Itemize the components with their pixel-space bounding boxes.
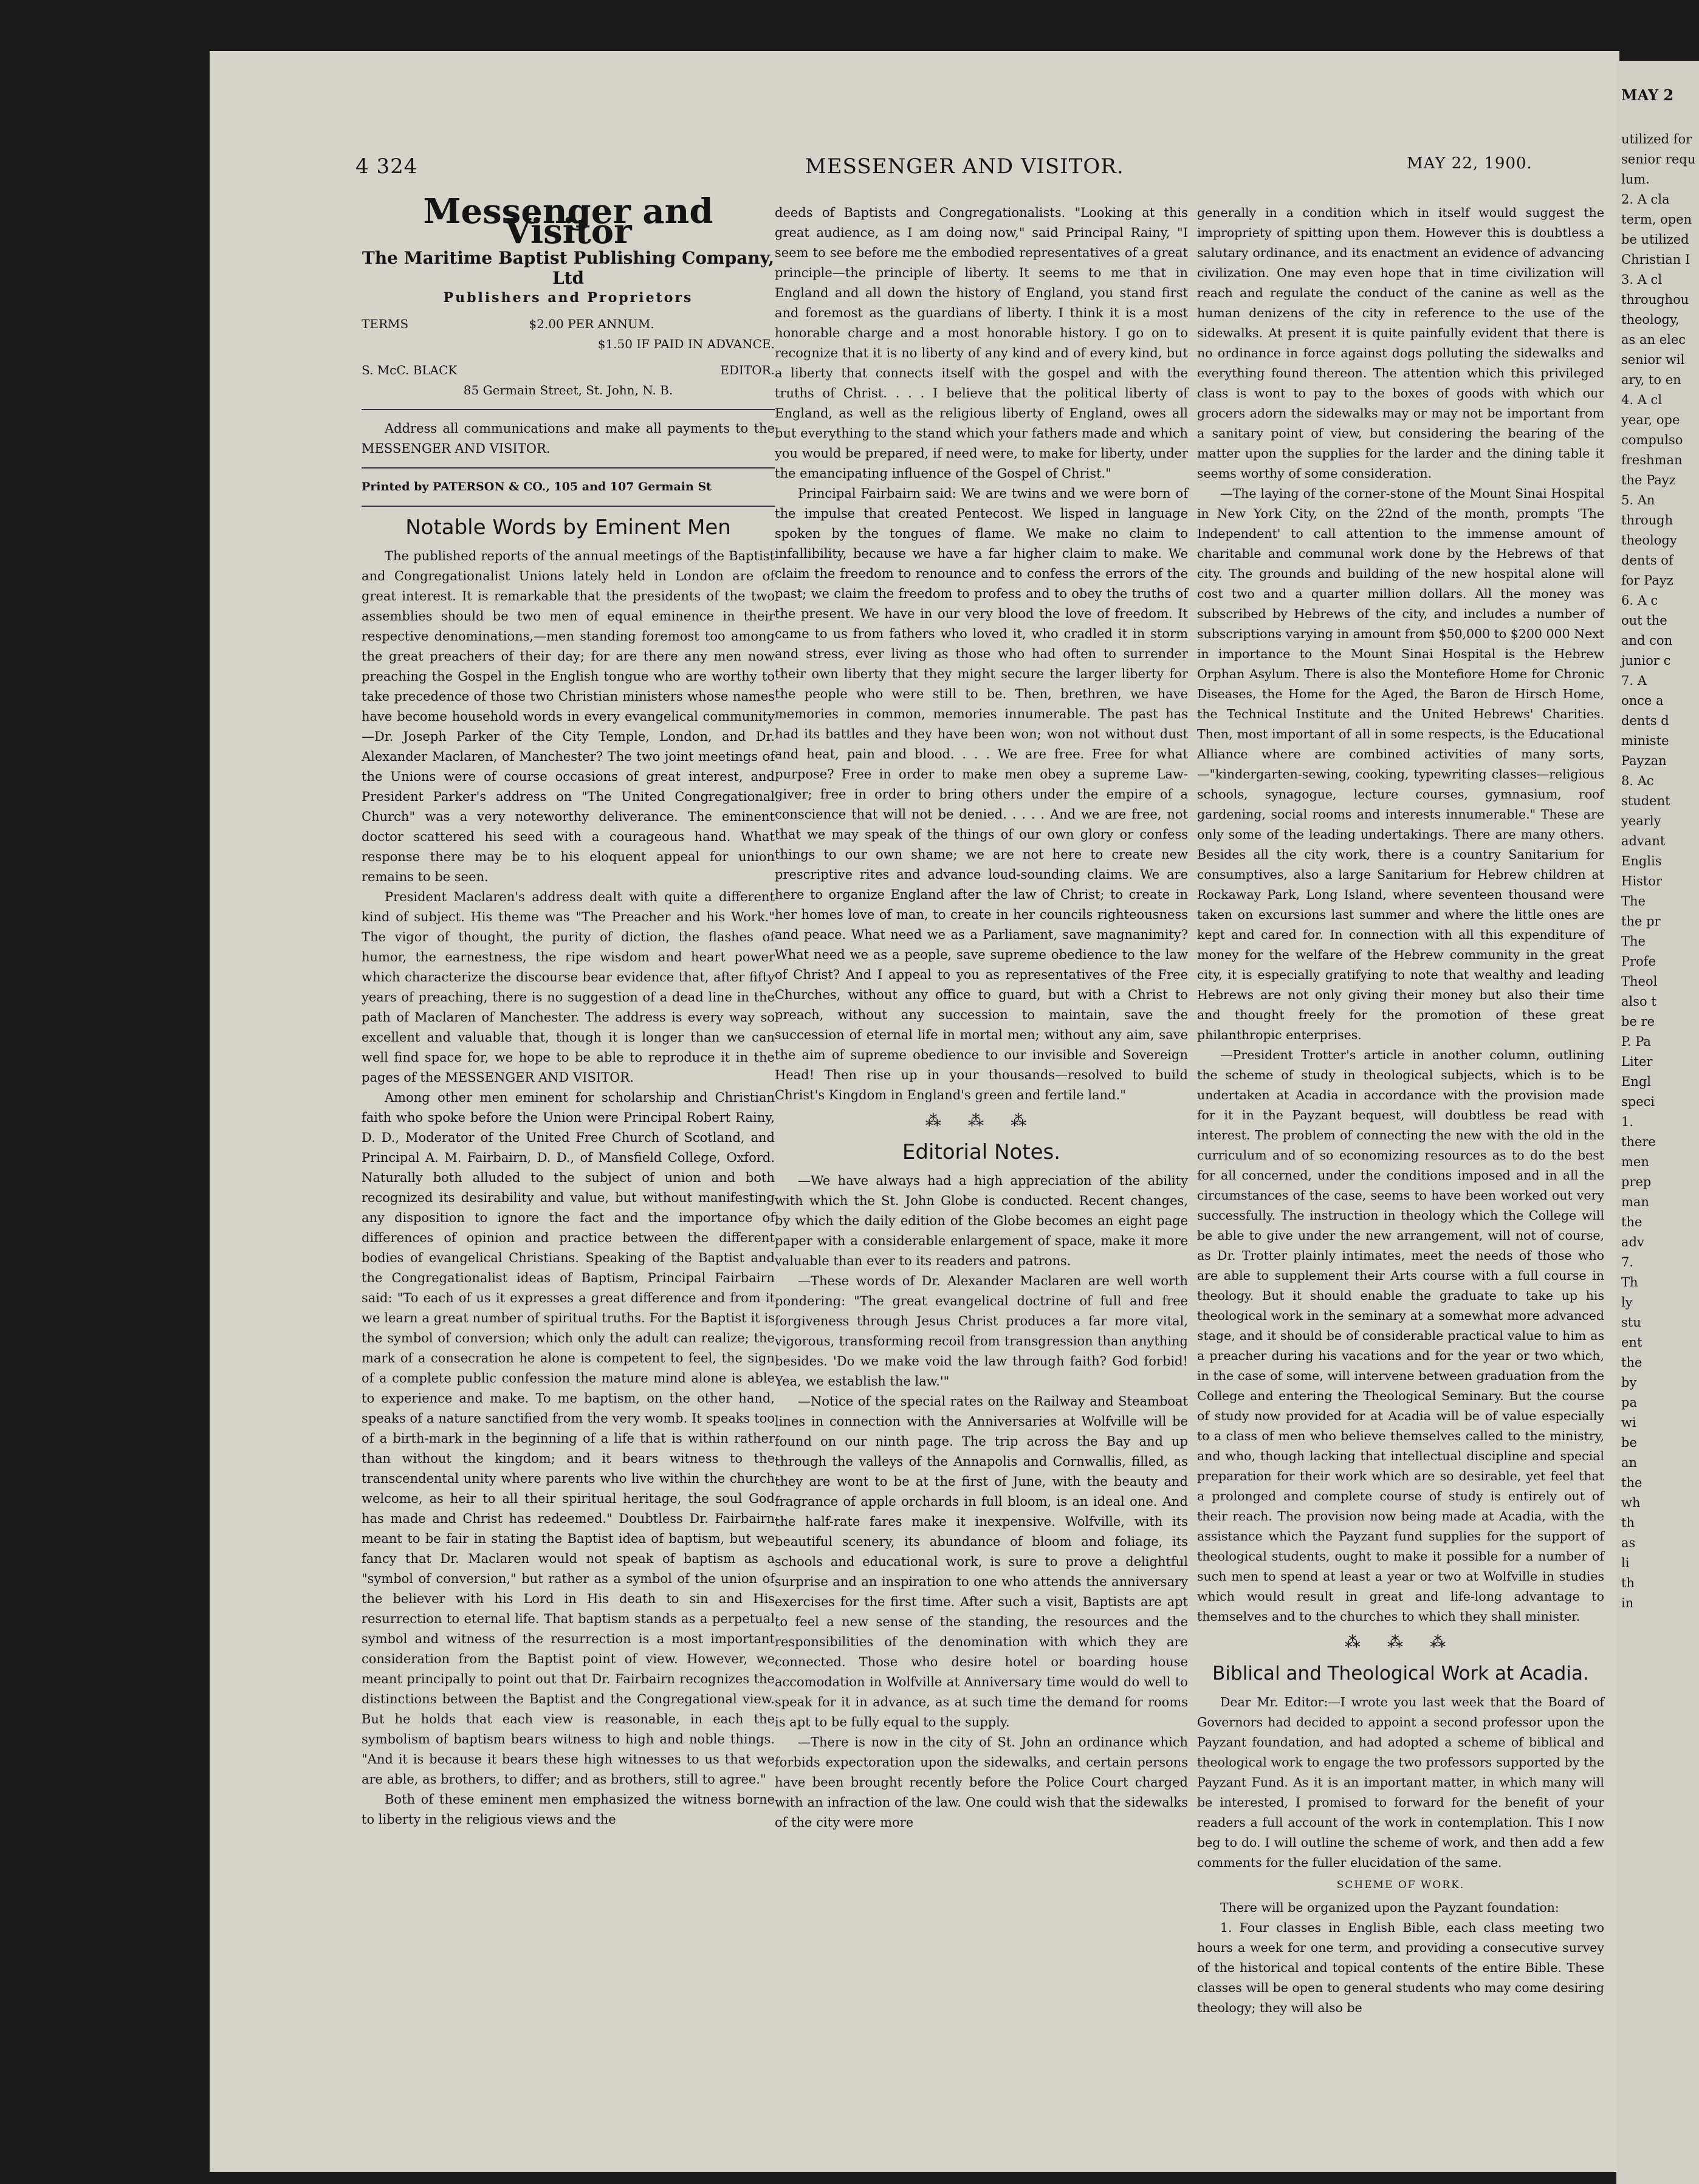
terms-block — [362, 314, 775, 354]
edge-fragment: wh — [1621, 1495, 1641, 1510]
edge-fragment: in — [1621, 1596, 1634, 1610]
edge-fragment: P. Pa — [1621, 1034, 1651, 1049]
edge-fragment: utilized for — [1621, 132, 1692, 146]
edge-fragment: out the — [1621, 613, 1667, 628]
edge-fragment: adv — [1621, 1235, 1644, 1249]
section-title: Editorial Notes. — [902, 1140, 1061, 1164]
edge-fragment: also t — [1621, 994, 1656, 1009]
edge-fragment: freshman — [1621, 453, 1683, 467]
edge-fragment: 2. A cla — [1621, 192, 1670, 207]
edge-fragment: as an elec — [1621, 332, 1686, 347]
edge-fragment: junior c — [1621, 653, 1671, 668]
newspaper-page — [210, 51, 1619, 2172]
adjacent-page-edge — [1616, 61, 1699, 2184]
article-paragraph: deeds of Baptists and Congregationalists. "Looking at this great audience, as I am doing now," said Principal Rainy, "I seem to see before me the embodied representatives of a great principle—the principle of liberty. It seems to me that in England and all down the history of England, you stand first and foremost as the guardians of liberty. I think it is a most honorable charge and a most honorable history. I go on to recognize that it is no liberty of any kind and of every kind, but a liberty that connects itself with the gospel and with the truths of Christ. . . . I believe that the political liberty of England, as well as the religious liberty of England, owes all but everything to the stand which your fathers made and which you would be prepared, if need were, to make for liberty, under the emancipating influence of the Gospel of Christ." — [775, 205, 1188, 481]
price-annum: $2.00 PER ANNUM. — [529, 317, 654, 331]
scheme-heading: SCHEME OF WORK. — [1336, 1879, 1465, 1891]
edge-fragment: once a — [1621, 693, 1664, 708]
edge-fragment: li — [1621, 1556, 1630, 1570]
edge-fragment: compulso — [1621, 433, 1683, 447]
address-note: Address all communications and make all payments to the MESSENGER AND VISITOR. — [362, 421, 775, 456]
edge-fragment: The — [1621, 934, 1646, 949]
masthead-title: Messenger and Visitor — [423, 191, 713, 252]
edge-fragment: be re — [1621, 1014, 1655, 1029]
price-advance: $1.50 IF PAID IN ADVANCE. — [597, 337, 775, 351]
edge-fragment: be utilized — [1621, 232, 1689, 247]
edge-fragment: MAY 2 — [1621, 86, 1674, 104]
office-address: 85 Germain Street, St. John, N. B. — [463, 383, 673, 397]
edge-text-fragments — [1616, 85, 1699, 1613]
edge-fragment: 7. A — [1621, 673, 1647, 688]
terms-label: TERMS — [362, 317, 409, 331]
editorial-note: —There is now in the city of St. John an ordinance which forbids expectoration upon the sidewalks, and certain persons have been brought recently before the Police Court charged with an infraction of the law. One could wish that the sidewalks of the city were more — [775, 1735, 1188, 1830]
edge-fragment: dents d — [1621, 713, 1669, 728]
column-3 — [1197, 203, 1604, 2018]
article-paragraph: Among other men eminent for scholarship and Christian faith who spoke before the Union were Principal Robert Rainy, D. D., Moderator of the United Free Church of Scotland, and Principal A. M. Fairbairn, D. D., of Mansfield College, Oxford. Naturally both alluded to the subject of union and both recognized its desirability and value, but without manifesting any disposition to ignore the fact and the importance of differences of opinion and practice between the different bodies of evangelical Christians. Speaking of the Baptist and the Congregationalist ideas of Baptism, Principal Fairbairn said: "To each of us it expresses a great difference and from it we learn a great number of spiritual truths. For the Baptist it is the symbol of conversion; which only the adult can realize; the mark of a consecration he alone is competent to feel, the sign of a complete public confession the mature mind alone is able to experience and make. To me baptism, on the other hand, speaks of a nature sanctified from the very womb. It speaks too of a birth-mark in the beginning of a life that is within rather than without the kingdom; and it bears witness to the transcendental unity where parents who live within the church welcome, as heir to all their spiritual heritage, the soul God has made and Christ has redeemed." Doubtless Dr. Fairbairn meant to be fair in stating the Baptist idea of baptism, but we fancy that Dr. Maclaren would not speak of baptism as a "symbol of conversion," but rather as a symbol of the union of the believer with his Lord in His death to sin and His resurrection to eternal life. That baptism stands as a perpetual symbol and witness of the resurrection is a most important consideration from the Baptist point of view. However, we meant principally to point out that Dr. Fairbairn recognizes the distinctions between the Baptist and the Congregational view. But he holds that each view is reasonable, in each the symbolism of baptism bears witness to high and noble things. "And it is because it bears these high witnesses to us that we are able, as brothers, to differ; and as brothers, still to agree." — [362, 1090, 775, 1787]
article-paragraph: The published reports of the annual meetings of the Baptist and Congregationalist Unions lately held in London are of great interest. It is remarkable that the presidents of the two assemblies should be two men of equal eminence in their respective denominations,—men standing foremost too among the great preachers of their day; for are there any men now preaching the Gospel in the English tongue who are worthy to take precedence of those two Christian ministers whose names have become household words in every evangelical community—Dr. Joseph Parker of the City Temple, London, and Dr. Alexander Maclaren, of Manchester? The two joint meetings of the Unions were of course occasions of great interest, and President Parker's address on "The United Congregational Church" was a very noteworthy deliverance. The eminent doctor scattered his seed with a courageous hand. What response there may be to his eloquent appeal for union remains to be seen. — [362, 549, 775, 884]
edge-fragment: stu — [1621, 1315, 1641, 1330]
edge-fragment: for Payz — [1621, 573, 1673, 588]
edge-fragment: there — [1621, 1135, 1656, 1149]
edge-fragment: be — [1621, 1435, 1637, 1450]
edge-fragment: as — [1621, 1536, 1636, 1550]
edge-fragment: by — [1621, 1375, 1637, 1390]
edge-fragment: The — [1621, 894, 1646, 908]
column-1 — [362, 191, 775, 1830]
edge-fragment: 6. A c — [1621, 593, 1658, 608]
edge-fragment: the — [1621, 1475, 1642, 1490]
edge-fragment: the Payz — [1621, 473, 1676, 487]
ornament: ⁂ ⁂ ⁂ — [1344, 1633, 1457, 1652]
editorial-note: —We have always had a high appreciation of the ability with which the St. John Globe is conducted. Recent changes, by which the daily edition of the Globe becomes an eight page paper with a considerable enlargement of space, make it more valuable than ever to its readers and patrons. — [775, 1173, 1188, 1268]
scheme-item: 1. Four classes in English Bible, each class meeting two hours a week for one term, and providing a consecutive survey of the historical and topical contents of the entire Bible. These classes will be open to general students who may come desiring theology; they will also be — [1197, 1920, 1604, 2015]
edge-fragment: student — [1621, 794, 1670, 808]
edge-fragment: Christian I — [1621, 252, 1690, 267]
edge-fragment: 1. — [1621, 1114, 1634, 1129]
article-paragraph: Both of these eminent men emphasized the witness borne to liberty in the religious views and the — [362, 1792, 775, 1827]
edge-fragment: ministe — [1621, 733, 1669, 748]
edge-fragment: man — [1621, 1195, 1649, 1209]
edge-fragment: Theol — [1621, 974, 1658, 989]
edge-fragment: th — [1621, 1576, 1635, 1590]
edge-fragment: term, open — [1621, 212, 1692, 227]
letter-paragraph: Dear Mr. Editor:—I wrote you last week that the Board of Governors had decided to appoint a second professor upon the Payzant foundation, and had adopted a scheme of biblical and theological work to engage the two professors supported by the Payzant Fund. As it is an important matter, in which many will be interested, I promised to forward for the benefit of your readers a full account of the work in contemplation. This I now beg to do. I will outline the scheme of work, and then add a few comments for the fuller elucidation of the same. — [1197, 1695, 1604, 1870]
edge-fragment: pa — [1621, 1395, 1637, 1410]
article-paragraph: Principal Fairbairn said: We are twins and we were born of the impulse that created Pentecost. We lisped in language spoken by the tongues of flame. We make no claim to infallibility, because we have a far higher claim to make. We claim the freedom to renounce and to confess the errors of the past; we claim the freedom to profess and to obey the truths of the present. We have in our very blood the love of freedom. It came to us from fathers who loved it, who cradled it in storm and stress, ever living as those who had often to surrender their own liberty that they might secure the larger liberty for the people who were still to be. Then, brethren, we have memories in common, memories innumerable. The past has had its battles and they have been won; won not without dust and heat, pain and blood. . . . We are free. Free for what purpose? Free in order to make men obey a supreme Law-giver; free in order to bring others under the empire of a conscience that will not be denied. . . . . And we are free, not that we may speak of the things of our own glory or confess things to our own shame; we are not here to create new prescriptive rites and advance loud-sounding claims. We are here to organize England after the law of Christ; to create in her homes love of man, to create in her councils righteousness and peace. What need we as a Parliament, save magnanimity? What need we as a people, save supreme obedience to the law of Christ? And I appeal to you as representatives of the Free Churches, without any office to guard, but with a Christ to preach, without any succession to maintain, save the succession of eternal life in mortal men; without any aim, save the aim of supreme obedience to our invisible and Sovereign Head! Then rise up in your thousands—resolved to build Christ's Kingdom in England's green and fertile land." — [775, 486, 1188, 1102]
edge-fragment: dents of — [1621, 553, 1673, 568]
edge-fragment: prep — [1621, 1175, 1652, 1189]
editorial-note: —These words of Dr. Alexander Maclaren are well worth pondering: "The great evangelical doctrine of full and free forgiveness through Jesus Christ produces a far more vital, vigorous, transforming recoil from transgression than anything besides. 'Do we make void the law through faith? God forbid! Yea, we establish the law.'" — [775, 1274, 1188, 1389]
editorial-note: —The laying of the corner-stone of the Mount Sinai Hospital in New York City, on the 22nd of the month, prompts 'The Independent' to call attention to the immense amount of charitable and communal work done by the Hebrews of that city. The grounds and building of the new hospital alone will cost two and a quarter million dollars. All the money was subscribed by Hebrews of the city, and includes a number of subscriptions varying in amount from $50,000 to $200 000 Next in importance to the Mount Sinai Hospital is the Hebrew Orphan Asylum. There is also the Montefiore Home for Chronic Diseases, the Home for the Aged, the Baron de Hirsch Home, the Technical Institute and the United Hebrews' Charities. Then, most important of all in some respects, is the Educational Alliance where are combined activities of many sorts,—"kindergarten-sewing, cooking, typewriting classes—religious schools, synagogue, lecture courses, gymnasium, roof gardening, social rooms and interests innumerable." These are only some of the leading undertakings. There are many others. Besides all the city work, there is a country Sanitarium for consumptives, also a large Sanitarium for Hebrew children at Rockaway Park, Long Island, where seventeen thousand were taken on excursions last summer and where the little ones are kept and cared for. In connection with all this expenditure of money for the welfare of the Hebrew community in the great city, it is especially gratifying to note that wealthy and leading Hebrews are not only giving their money but also their time and thought freely for the promotion of these great philanthropic enterprises. — [1197, 486, 1604, 1042]
edge-fragment: the pr — [1621, 914, 1661, 929]
edge-fragment: ent — [1621, 1335, 1642, 1350]
editor-label: EDITOR. — [720, 363, 775, 377]
article-title: Notable Words by Eminent Men — [405, 515, 731, 540]
edge-fragment: Payzan — [1621, 754, 1667, 768]
article-paragraph: President Maclaren's address dealt with quite a different kind of subject. His theme was "The Preacher and his Work." The vigor of thought, the purity of diction, the flashes of humor, the earnestness, the ripe wisdom and heart power which characterize the discourse bear evidence that, after fifty years of preaching, there is no suggestion of a dead line in the path of Maclaren of Manchester. The address is every way so excellent and valuable that, though it is longer than we can well find space for, we hope to be able to reproduce it in the pages of the MESSENGER AND VISITOR. — [362, 890, 775, 1085]
edge-fragment: 7. — [1621, 1255, 1634, 1269]
edge-fragment: throughou — [1621, 292, 1689, 307]
running-title: MESSENGER AND VISITOR. — [805, 154, 1124, 179]
edge-fragment: advant — [1621, 834, 1666, 848]
publisher-name: The Maritime Baptist Publishing Company, Ltd — [362, 248, 775, 288]
editor-name: S. McC. BLACK — [362, 363, 458, 377]
edge-fragment: Th — [1621, 1275, 1638, 1289]
column-2 — [775, 203, 1188, 1833]
edge-fragment: and con — [1621, 633, 1673, 648]
edge-fragment: Liter — [1621, 1054, 1653, 1069]
edge-fragment: men — [1621, 1155, 1649, 1169]
publisher-sub: Publishers and Proprietors — [443, 290, 693, 306]
editorial-note: —President Trotter's article in another column, outlining the scheme of study in theological subjects, which is to be undertaken at Acadia in accordance with the provision made for it in the Payzant bequest, will doubtless be read with interest. The problem of connecting the new with the old in the curriculum and of so economizing resources as to do the best for all concerned, under the conditions imposed and in all the circumstances of the case, seems to have been worked out very successfully. The instruction in theology which the College will be able to give under the new arrangement, will not of course, as Dr. Trotter plainly intimates, meet the needs of those who are able to supplement their Arts course with a full course in theology. But it should enable the graduate to take up his theological work in the seminary at a somewhat more advanced stage, and it should be of considerable practical value to him as a preacher during his vacations and for the year or two which, in the case of some, will intervene between graduation from the College and entering the Theological Seminary. But the course of study now provided for at Acadia will be of value especially to a class of men who believe themselves called to the ministry, and who, though lacking that intellectual discipline and special preparation for their work which are so desirable, yet feel that a prolonged and complete course of study is entirely out of their reach. The provision now being made at Acadia, with the assistance which the Payzant fund supplies for the support of theological students, ought to make it possible for a number of such men to spend at least a year or two at Wolfville in studies which would result in great and life-long advantage to themselves and to the churches to which they shall minister. — [1197, 1048, 1604, 1624]
edge-fragment: senior wil — [1621, 352, 1685, 367]
edge-fragment: Histor — [1621, 874, 1662, 888]
edge-fragment: through — [1621, 513, 1673, 527]
scheme-intro: There will be organized upon the Payzant foundation: — [1220, 1900, 1559, 1915]
edge-fragment: ly — [1621, 1295, 1633, 1310]
edge-fragment: 4. A cl — [1621, 393, 1663, 407]
page-number: 4 324 — [355, 154, 418, 179]
edge-fragment: lum. — [1621, 172, 1650, 187]
editorial-note: generally in a condition which in itself would suggest the impropriety of spitting upon them. However this is doubtless a salutary ordinance, and its enactment an evidence of advancing civilization. One may even hope that in time civilization will reach and regulate the conduct of the canine as well as the human denizens of the city in reference to the use of the sidewalks. At present it is quite painfully evident that there is no ordinance in force against dogs polluting the sidewalks and everything found thereon. The attention which this privileged class is wont to pay to the boxes of goods with which our grocers adorn the sidewalks may or may not be important from a sanitary point of view, but considering the bearing of the matter upon the supplies for the larder and the dining table it seems worthy of some consideration. — [1197, 205, 1604, 481]
edge-fragment: 8. Ac — [1621, 774, 1654, 788]
edge-fragment: wi — [1621, 1415, 1636, 1430]
edge-fragment: 3. A cl — [1621, 272, 1663, 287]
edge-fragment: speci — [1621, 1094, 1655, 1109]
section-title: Biblical and Theological Work at Acadia. — [1212, 1663, 1589, 1684]
edge-fragment: Profe — [1621, 954, 1656, 969]
edge-fragment: yearly — [1621, 814, 1661, 828]
edge-fragment: th — [1621, 1516, 1635, 1530]
edge-fragment: senior requ — [1621, 152, 1696, 167]
edge-fragment: Englis — [1621, 854, 1662, 868]
ornament: ⁂ ⁂ ⁂ — [925, 1112, 1038, 1130]
edge-fragment: ary, to en — [1621, 373, 1681, 387]
edge-fragment: theology — [1621, 533, 1677, 548]
edge-fragment: the — [1621, 1355, 1642, 1370]
printer-line: Printed by PATERSON & CO., 105 and 107 Germain St — [362, 480, 712, 493]
edge-fragment: an — [1621, 1455, 1638, 1470]
issue-date: MAY 22, 1900. — [1407, 154, 1533, 173]
edge-fragment: Engl — [1621, 1074, 1652, 1089]
edge-fragment: the — [1621, 1215, 1642, 1229]
edge-fragment: year, ope — [1621, 413, 1680, 427]
edge-fragment: theology, — [1621, 312, 1680, 327]
editorial-note: —Notice of the special rates on the Railway and Steamboat lines in connection with the Anniversaries at Wolfville will be found on our ninth page. The trip across the Bay and up through the valleys of the Annapolis and Cornwallis, filled, as they are wont to be at the first of June, with the beauty and fragrance of apple orchards in full bloom, is an ideal one. And the half-rate fares make it inexpensive. Wolfville, with its beautiful scenery, its abundance of bloom and foliage, its schools and educational work, is sure to prove a delightful surprise and an inspiration to one who attends the anniversary exercises for the first time. After such a visit, Baptists are apt to feel a new sense of the standing, the resources and the responsibilities of the denomination with which they are connected. Those who desire hotel or boarding house accomodation in Wolfville at Anniversary time would do well to speak for it in advance, as at such time the demand for rooms is apt to be fully equal to the supply. — [775, 1394, 1188, 1729]
edge-fragment: 5. An — [1621, 493, 1655, 507]
